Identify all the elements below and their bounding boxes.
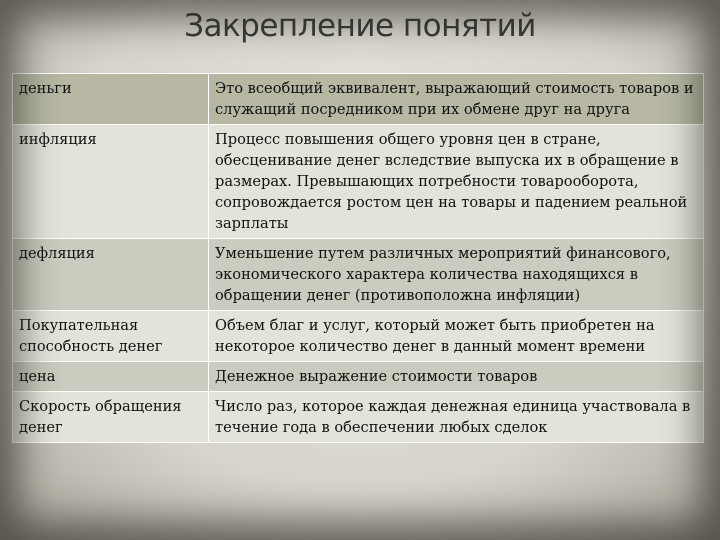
table-row <box>13 362 704 392</box>
definition-cell: Уменьшение путем различных мероприятий финансового, экономического характера количества находящихся в обращении денег (противоположна инфляции) <box>209 239 704 311</box>
slide-title: Закрепление понятий <box>184 8 536 44</box>
definition-cell: Число раз, которое каждая денежная единица участвовала в течение года в обеспечении любых сделок <box>209 392 704 443</box>
term-cell: Покупательная способность денег <box>13 311 209 362</box>
term-cell: цена <box>13 362 209 392</box>
term-cell: инфляция <box>13 125 209 239</box>
term-cell: дефляция <box>13 239 209 311</box>
table-row <box>13 239 704 311</box>
table-row <box>13 125 704 239</box>
terms-table <box>12 73 704 443</box>
definition-cell: Денежное выражение стоимости товаров <box>209 362 704 392</box>
definition-cell: Объем благ и услуг, который может быть приобретен на некоторое количество денег в данный момент времени <box>209 311 704 362</box>
table-row <box>13 311 704 362</box>
definition-cell: Это всеобщий эквивалент, выражающий стоимость товаров и служащий посредником при их обмене друг на друга <box>209 74 704 125</box>
term-cell: Скорость обращения денег <box>13 392 209 443</box>
definition-cell: Процесс повышения общего уровня цен в стране, обесценивание денег вследствие выпуска их в обращение в размерах. Превышающих потребности товарооборота, сопровождается ростом цен на товары и падением реальной зарплаты <box>209 125 704 239</box>
table-row <box>13 74 704 125</box>
term-cell: деньги <box>13 74 209 125</box>
table-row <box>13 392 704 443</box>
